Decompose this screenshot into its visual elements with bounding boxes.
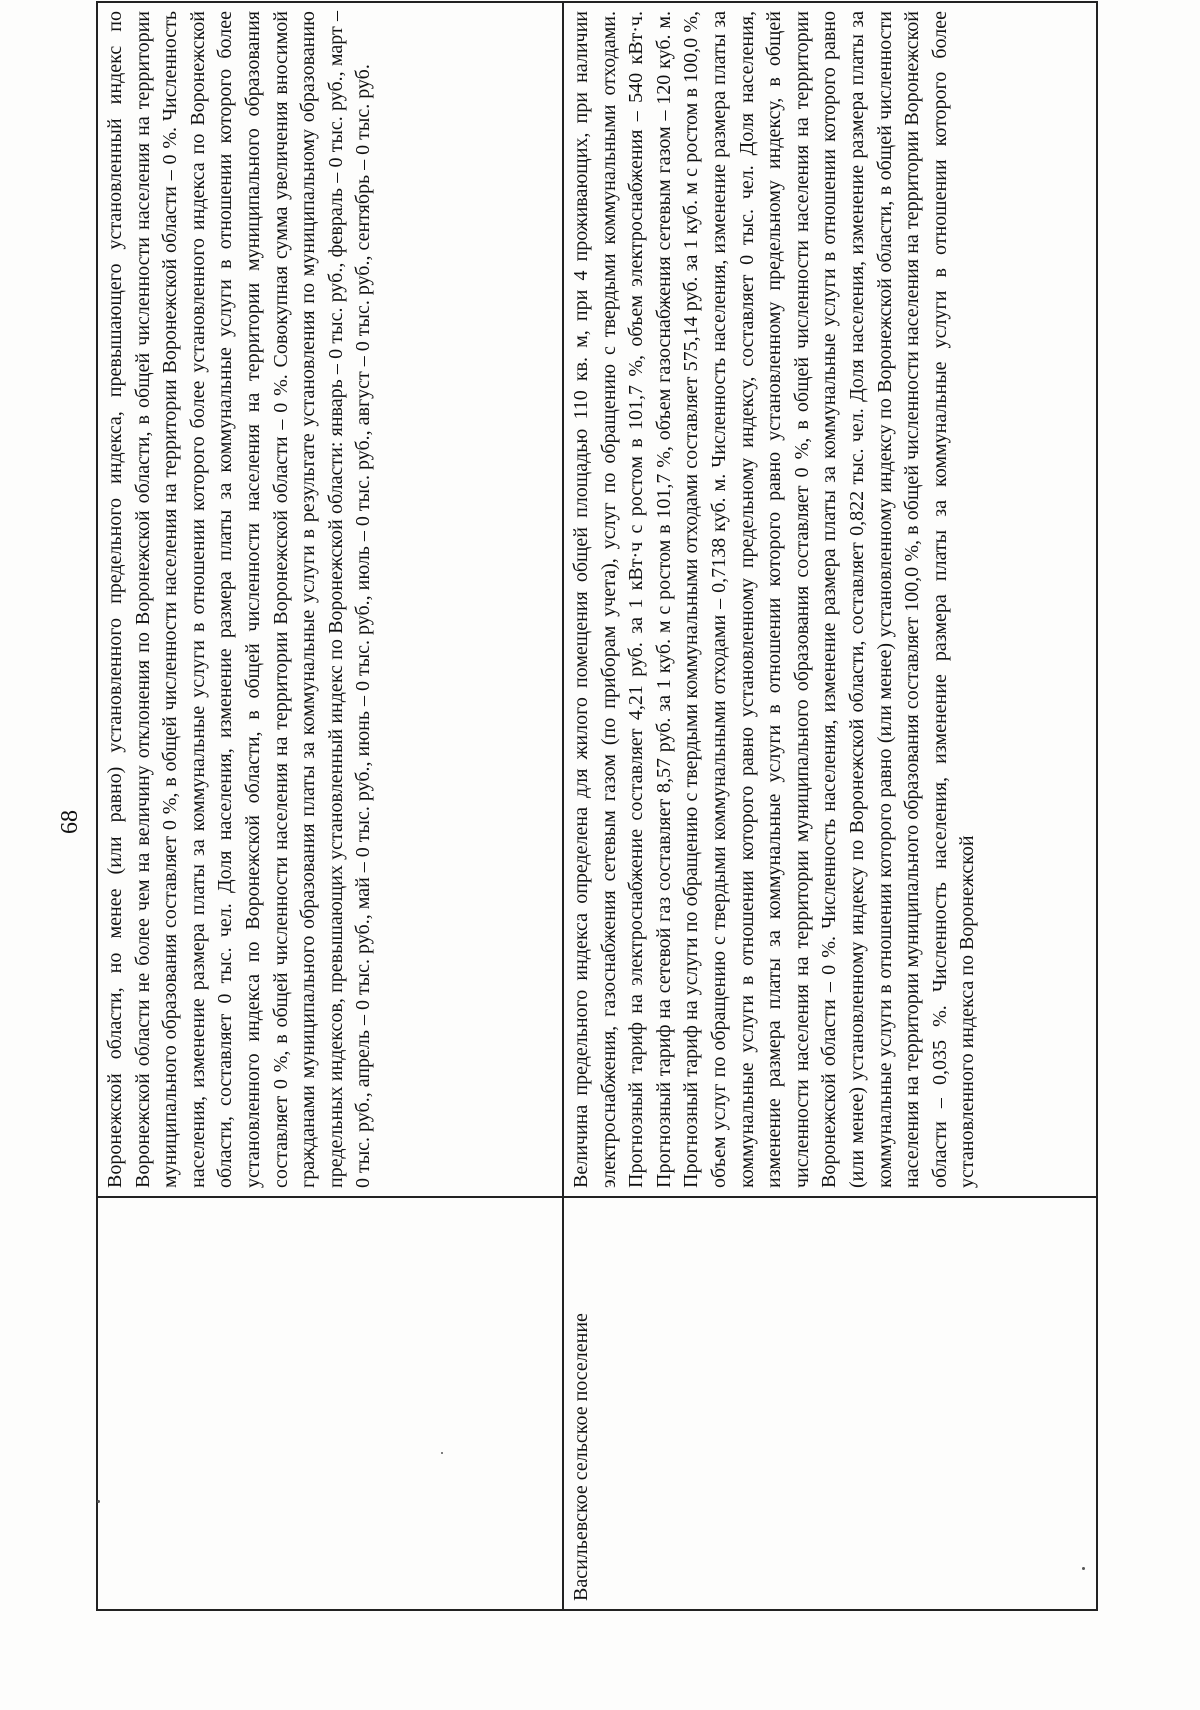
municipality-name-cell <box>563 1197 1097 1610</box>
index-description-cell <box>97 2 563 1197</box>
scan-speck <box>97 1500 100 1503</box>
index-description-cell <box>563 2 1097 1197</box>
page-number: 68 <box>57 810 83 834</box>
index-table <box>96 1 1098 1611</box>
municipality-name: Васильевское сельское поселение <box>570 1313 592 1601</box>
scan-speck <box>441 1452 443 1454</box>
scan-speck <box>1082 1567 1085 1570</box>
table-row <box>97 2 563 1610</box>
table-row <box>563 2 1097 1610</box>
index-description: Воронежской области, но менее (или равно) установленного предельного индекса, превышающего установленный индекс по Воронежской области не более чем на величину отклонения по Воронежской области, в общей численности населения на территории муниципального образования составляет 0 %, в общей численности населения на территории Воронежской области – 0 %. Численность населения, изменение размера платы за коммунальные услуги в отношении которого более установленного индекса по Воронежской области, составляет 0 тыс. чел. Доля населения, изменение размера платы за коммунальные услуги в отношении которого более установленного индекса по Воронежской области, в общей численности населения на территории муниципального образования составляет 0 %, в общей численности населения на территории Воронежской области – 0 %. Совокупная сумма увеличения вносимой гражданами муниципального образования платы за коммунальные услуги в результате установления по муниципальному образованию предельных индексов, превышающих установленный индекс по Воронежской области: январь – 0 тыс. руб., февраль – 0 тыс. руб., март – 0 тыс. руб., апрель – 0 тыс. руб., май – 0 тыс. руб., июнь – 0 тыс. руб., июль – 0 тыс. руб., август – 0 тыс. руб., сентябрь – 0 тыс. руб. <box>104 11 375 1188</box>
municipality-name-cell <box>97 1197 563 1610</box>
rotated-table-container <box>96 1 1096 1611</box>
index-description: Величина предельного индекса определена для жилого помещения общей площадью 110 кв. м, при 4 проживающих, при наличии электроснабжения, газоснабжения сетевым газом (по приборам учета), услуг по обращению с твердыми коммунальными отходами. Прогнозный тариф на электроснабжение составляет 4,21 руб. за 1 кВт·ч с ростом в 101,7 %, объем электроснабжения – 540 кВт·ч. Прогнозный тариф на сетевой газ составляет 8,57 руб. за 1 куб. м с ростом в 101,7 %, объем газоснабжения сетевым газом – 120 куб. м. Прогнозный тариф на услуги по обращению с твердыми коммунальными отходами составляет 575,14 руб. за 1 куб. м с ростом в 100,0 %, объем услуг по обращению с твердыми коммунальными отходами – 0,7138 куб. м. Численность населения, изменение размера платы за коммунальные услуги в отношении которого равно установленному предельному индексу, составляет 0 тыс. чел. Доля населения, изменение размера платы за коммунальные услуги в отношении которого равно установленному предельному индексу, в общей численности населения на территории муниципального образования составляет 0 %, в общей численности населения на территории Воронежской области – 0 %. Численность населения, изменение размера платы за коммунальные услуги в отношении которого равно (или менее) установленному индексу по Воронежской области, составляет 0,822 тыс. чел. Доля населения, изменение размера платы за коммунальные услуги в отношении которого равно (или менее) установленному индексу по Воронежской области, в общей численности населения на территории муниципального образования составляет 100,0 %, в общей численности населения на территории Воронежской области – 0,035 %. Численность населения, изменение размера платы за коммунальные услуги в отношении которого более установленного индекса по Воронежской <box>570 11 979 1188</box>
